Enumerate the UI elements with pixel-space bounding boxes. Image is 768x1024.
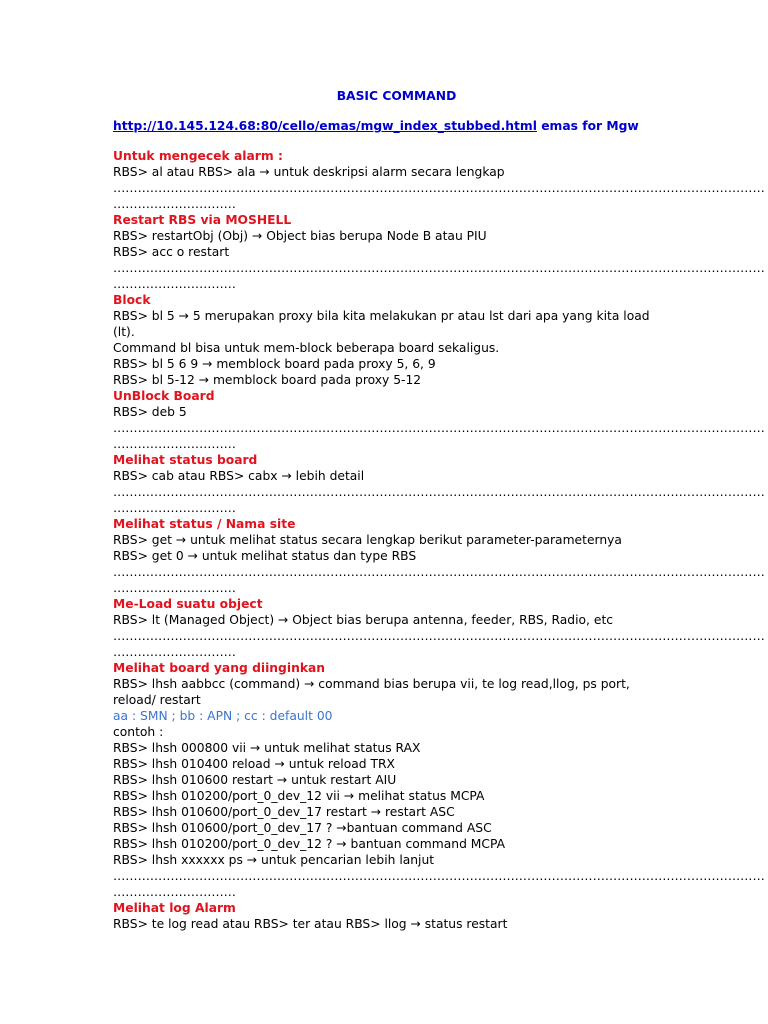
section-heading-log-alarm: Melihat log Alarm [113,901,236,915]
dotted-separator-end: ………………………… [113,501,236,515]
document-title: BASIC COMMAND [336,89,457,103]
command-line: RBS> lt (Managed Object) → Object bias berupa antenna, feeder, RBS, Radio, etc [113,613,614,627]
command-line: RBS> lhsh aabbcc (command) → command bias berupa vii, te log read,llog, ps port, reload/ restart [113,677,630,707]
command-line: RBS> get → untuk melihat status secara lengkap berikut parameter-parameternya [113,533,622,547]
url-line [113,118,668,134]
document-page [113,88,765,932]
dotted-separator-end: ………………………… [113,645,236,659]
command-line: RBS> bl 5 → 5 merupakan proxy bila kita melakukan pr atau lst dari apa yang kita load (lt). [113,309,650,339]
section-heading-board: Melihat board yang diinginkan [113,661,326,675]
dotted-separator: …………………………………………………………………………………………………………………………………………… [113,565,765,579]
command-line: RBS> lhsh 010600/port_0_dev_17 ? →bantuan command ASC [113,821,492,835]
section-heading-status-site: Melihat status / Nama site [113,517,296,531]
emas-link[interactable]: http://10.145.124.68:80/cello/emas/mgw_index_stubbed.html [113,119,537,133]
command-line: RBS> lhsh xxxxxx ps → untuk pencarian lebih lanjut [113,853,435,867]
dotted-separator: …………………………………………………………………………………………………………………………………………… [113,421,765,435]
section-heading-unblock: UnBlock Board [113,389,215,403]
command-line: Command bl bisa untuk mem-block beberapa board sekaligus. [113,341,500,355]
dotted-separator: …………………………………………………………………………………………………………………………………………… [113,181,765,195]
section-heading-status-board: Melihat status board [113,453,258,467]
parameter-note: aa : SMN ; bb : APN ; cc : default 00 [113,709,333,723]
dotted-separator-end: ………………………… [113,581,236,595]
dotted-separator-end: ………………………… [113,197,236,211]
dotted-separator-end: ………………………… [113,437,236,451]
section-heading-restart: Restart RBS via MOSHELL [113,213,292,227]
dotted-separator-end: ………………………… [113,277,236,291]
command-line: RBS> cab atau RBS> cabx → lebih detail [113,469,365,483]
command-line: RBS> lhsh 010600 restart → untuk restart AIU [113,773,397,787]
section-heading-alarm: Untuk mengecek alarm : [113,149,283,163]
command-line: RBS> lhsh 010200/port_0_dev_12 vii → melihat status MCPA [113,789,485,803]
command-line: RBS> lhsh 000800 vii → untuk melihat status RAX [113,741,421,755]
section-heading-block: Block [113,293,151,307]
dotted-separator: …………………………………………………………………………………………………………………………………………… [113,485,765,499]
command-line: RBS> bl 5 6 9 → memblock board pada proxy 5, 6, 9 [113,357,436,371]
command-line: RBS> deb 5 [113,405,187,419]
command-line: RBS> lhsh 010200/port_0_dev_12 ? → bantuan command MCPA [113,837,506,851]
dotted-separator: …………………………………………………………………………………………………………………………………………… [113,869,765,883]
command-line: RBS> lhsh 010600/port_0_dev_17 restart → restart ASC [113,805,455,819]
url-suffix: emas for Mgw [536,119,639,133]
dotted-separator-end: ………………………… [113,885,236,899]
command-line: RBS> acc o restart [113,245,230,259]
command-line: RBS> get 0 → untuk melihat status dan type RBS [113,549,417,563]
command-line: RBS> restartObj (Obj) → Object bias berupa Node B atau PIU [113,229,487,243]
command-line: RBS> te log read atau RBS> ter atau RBS> llog → status restart [113,917,508,931]
command-line: RBS> lhsh 010400 reload → untuk reload TRX [113,757,395,771]
command-line: RBS> bl 5-12 → memblock board pada proxy 5-12 [113,373,422,387]
dotted-separator: …………………………………………………………………………………………………………………………………………… [113,629,765,643]
command-line: RBS> al atau RBS> ala → untuk deskripsi alarm secara lengkap [113,165,505,179]
example-label: contoh : [113,725,164,739]
dotted-separator: …………………………………………………………………………………………………………………………………………… [113,261,765,275]
section-heading-load-object: Me-Load suatu object [113,597,263,611]
